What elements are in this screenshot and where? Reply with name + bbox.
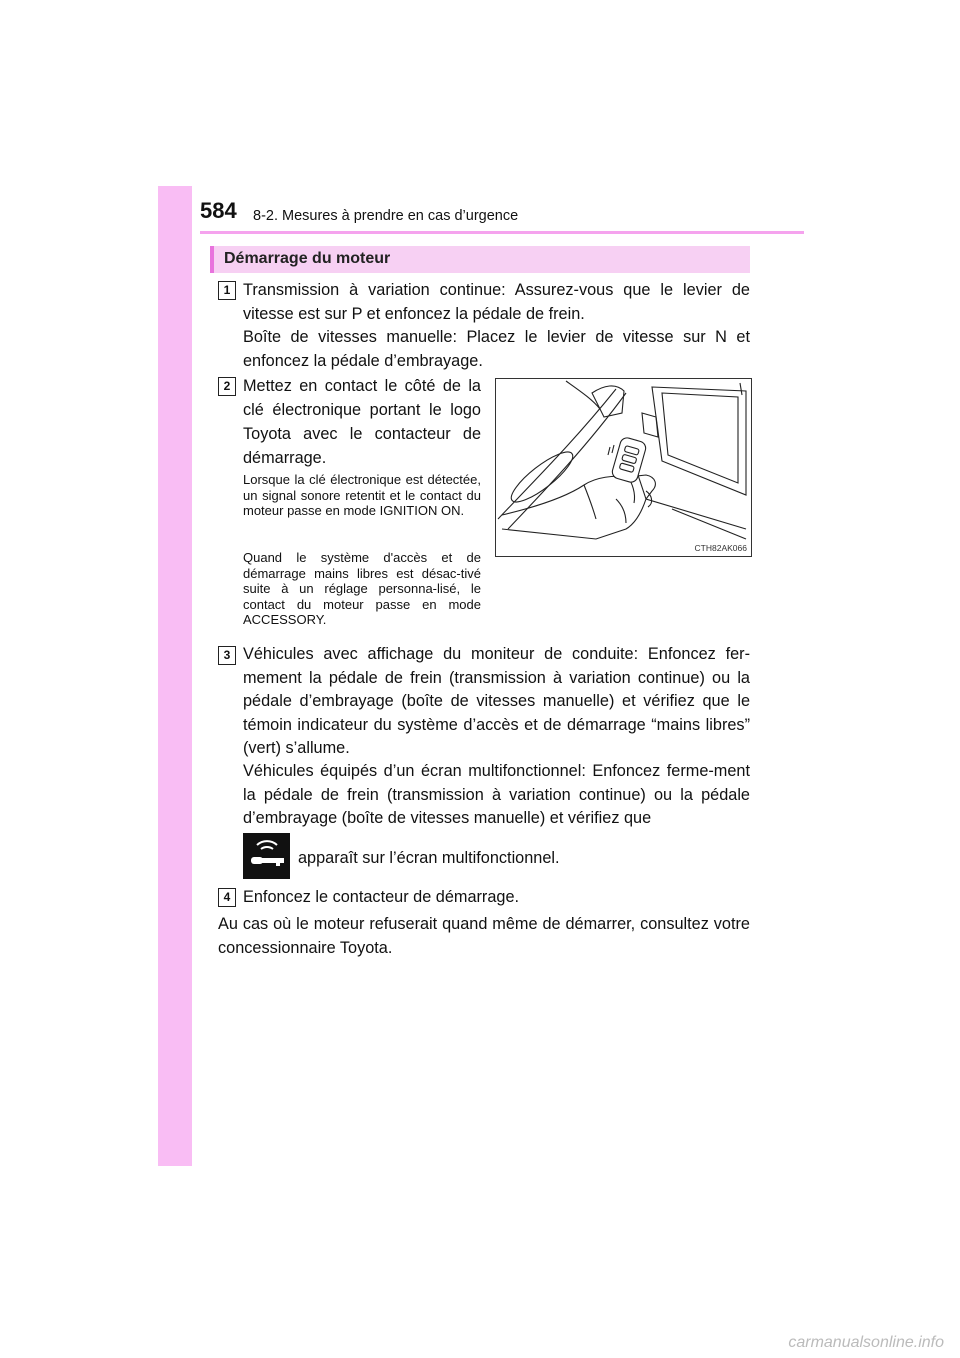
page-number: 584 — [200, 198, 237, 223]
step-1-text-a: Transmission à variation continue: Assurez-vous que le levier de vitesse est sur P et enfoncez la pédale de frein. — [243, 281, 750, 323]
figure-key-to-start-button — [495, 378, 752, 557]
step-number-3: 3 — [218, 646, 236, 665]
step-number-2: 2 — [218, 377, 236, 396]
step-2-note-a: Lorsque la clé électronique est détectée, un signal sonore retentit et le contact du moteur passe en mode IGNITION ON. — [243, 472, 481, 518]
closing-paragraph: Au cas où le moteur refuserait quand même de démarrer, consultez votre concessionnaire Toyota. — [218, 915, 750, 957]
step-3-text-c: apparaît sur l’écran multifonctionnel. — [298, 849, 560, 867]
step-3-text-b: Véhicules équipés d’un écran multifonctionnel: Enfoncez ferme-ment la pédale de frein (transmission à variation continue) ou la pédale d’embrayage (boîte de vitesses manuelle) et vérifiez que — [243, 762, 750, 827]
footer-watermark — [0, 1328, 960, 1358]
step-2-note-b: Quand le système d'accès et de démarrage mains libres est désac-tivé suite à un réglage personna-lisé, le contact du moteur passe en mode ACCESSORY. — [243, 550, 481, 627]
header-rule — [200, 231, 804, 234]
watermark-text: carmanualsonline.info — [788, 1334, 944, 1351]
figure-code: CTH82AK066 — [694, 543, 747, 553]
smart-key-indicator-icon — [243, 833, 290, 879]
side-band — [158, 186, 192, 1166]
section-title: Démarrage du moteur — [224, 250, 391, 267]
step-number-1: 1 — [218, 281, 236, 300]
step-number-4: 4 — [218, 888, 236, 907]
section-accent — [210, 246, 214, 273]
step-4-text-a: Enfoncez le contacteur de démarrage. — [243, 888, 520, 906]
chapter-title: 8-2. Mesures à prendre en cas d’urgence — [253, 208, 519, 224]
section-heading-bar — [210, 246, 750, 273]
step-3-text-a: Véhicules avec affichage du moniteur de conduite: Enfoncez fer-mement la pédale de frein (transmission à variation continue) ou la pédale d’embrayage (boîte de vitesses manuelle) et vérifiez que le témoin indicateur du système d’accès et de démarrage “mains libres” (vert) s’allume. — [243, 645, 750, 757]
step-2-text-a: Mettez en contact le côté de la clé électronique portant le logo Toyota avec le contacteur de démarrage. — [243, 377, 481, 467]
step-1-text-b: Boîte de vitesses manuelle: Placez le levier de vitesse sur N et enfoncez la pédale d’embrayage. — [243, 328, 750, 370]
hand-pressing-key-illustration — [496, 379, 751, 556]
